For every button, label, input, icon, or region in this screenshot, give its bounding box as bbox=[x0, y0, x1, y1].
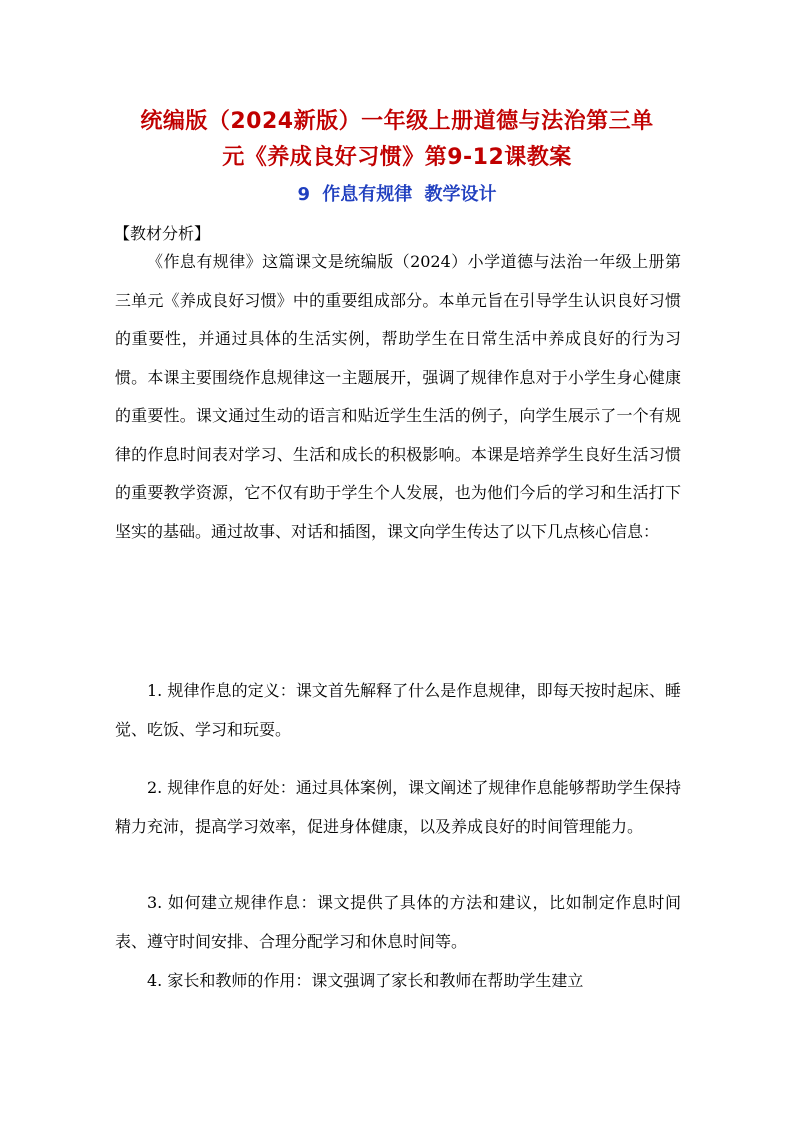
paragraph-textbook-analysis: 《作息有规律》这篇课文是统编版（2024）小学道德与法治一年级上册第三单元《养成良好习惯》中的重要组成部分。本单元旨在引导学生认识良好习惯的重要性，并通过具体的生活实例，帮助学生在日常生活中养成良好的行为习惯。本课主要围绕作息规律这一主题展开，强调了规律作息对于小学生身心健康的重要性。课文通过生动的语言和贴近学生生活的例子，向学生展示了一个有规律的作息时间表对学习、生活和成长的积极影响。本课是培养学生良好生活习惯的重要教学资源，它不仅有助于学生个人发展，也为他们今后的学习和生活打下坚实的基础。通过故事、对话和插图，课文向学生传达了以下几点核心信息： bbox=[115, 252, 681, 541]
list-item-point-2: 2. 规律作息的好处：通过具体案例，课文阐述了规律作息能够帮助学生保持精力充沛，提高学习效率，促进身体健康，以及养成良好的时间管理能力。 bbox=[115, 778, 681, 836]
document-title-line-2: 元《养成良好习惯》第9-12课教案 bbox=[222, 145, 572, 170]
list-item-point-1: 1. 规律作息的定义：课文首先解释了什么是作息规律，即每天按时起床、睡觉、吃饭、学习和玩耍。 bbox=[115, 681, 681, 739]
list-item-point-4: 4. 家长和教师的作用：课文强调了家长和教师在帮助学生建立 bbox=[147, 971, 584, 990]
list-item-point-3: 3. 如何建立规律作息：课文提供了具体的方法和建议，比如制定作息时间表、遵守时间安排、合理分配学习和休息时间等。 bbox=[115, 893, 681, 951]
section-heading: 【教材分析】 bbox=[114, 224, 211, 243]
document-title-line-1: 统编版（2024新版）一年级上册道德与法治第三单 bbox=[140, 109, 654, 134]
lesson-subtitle: 9 作息有规律 教学设计 bbox=[297, 184, 497, 205]
